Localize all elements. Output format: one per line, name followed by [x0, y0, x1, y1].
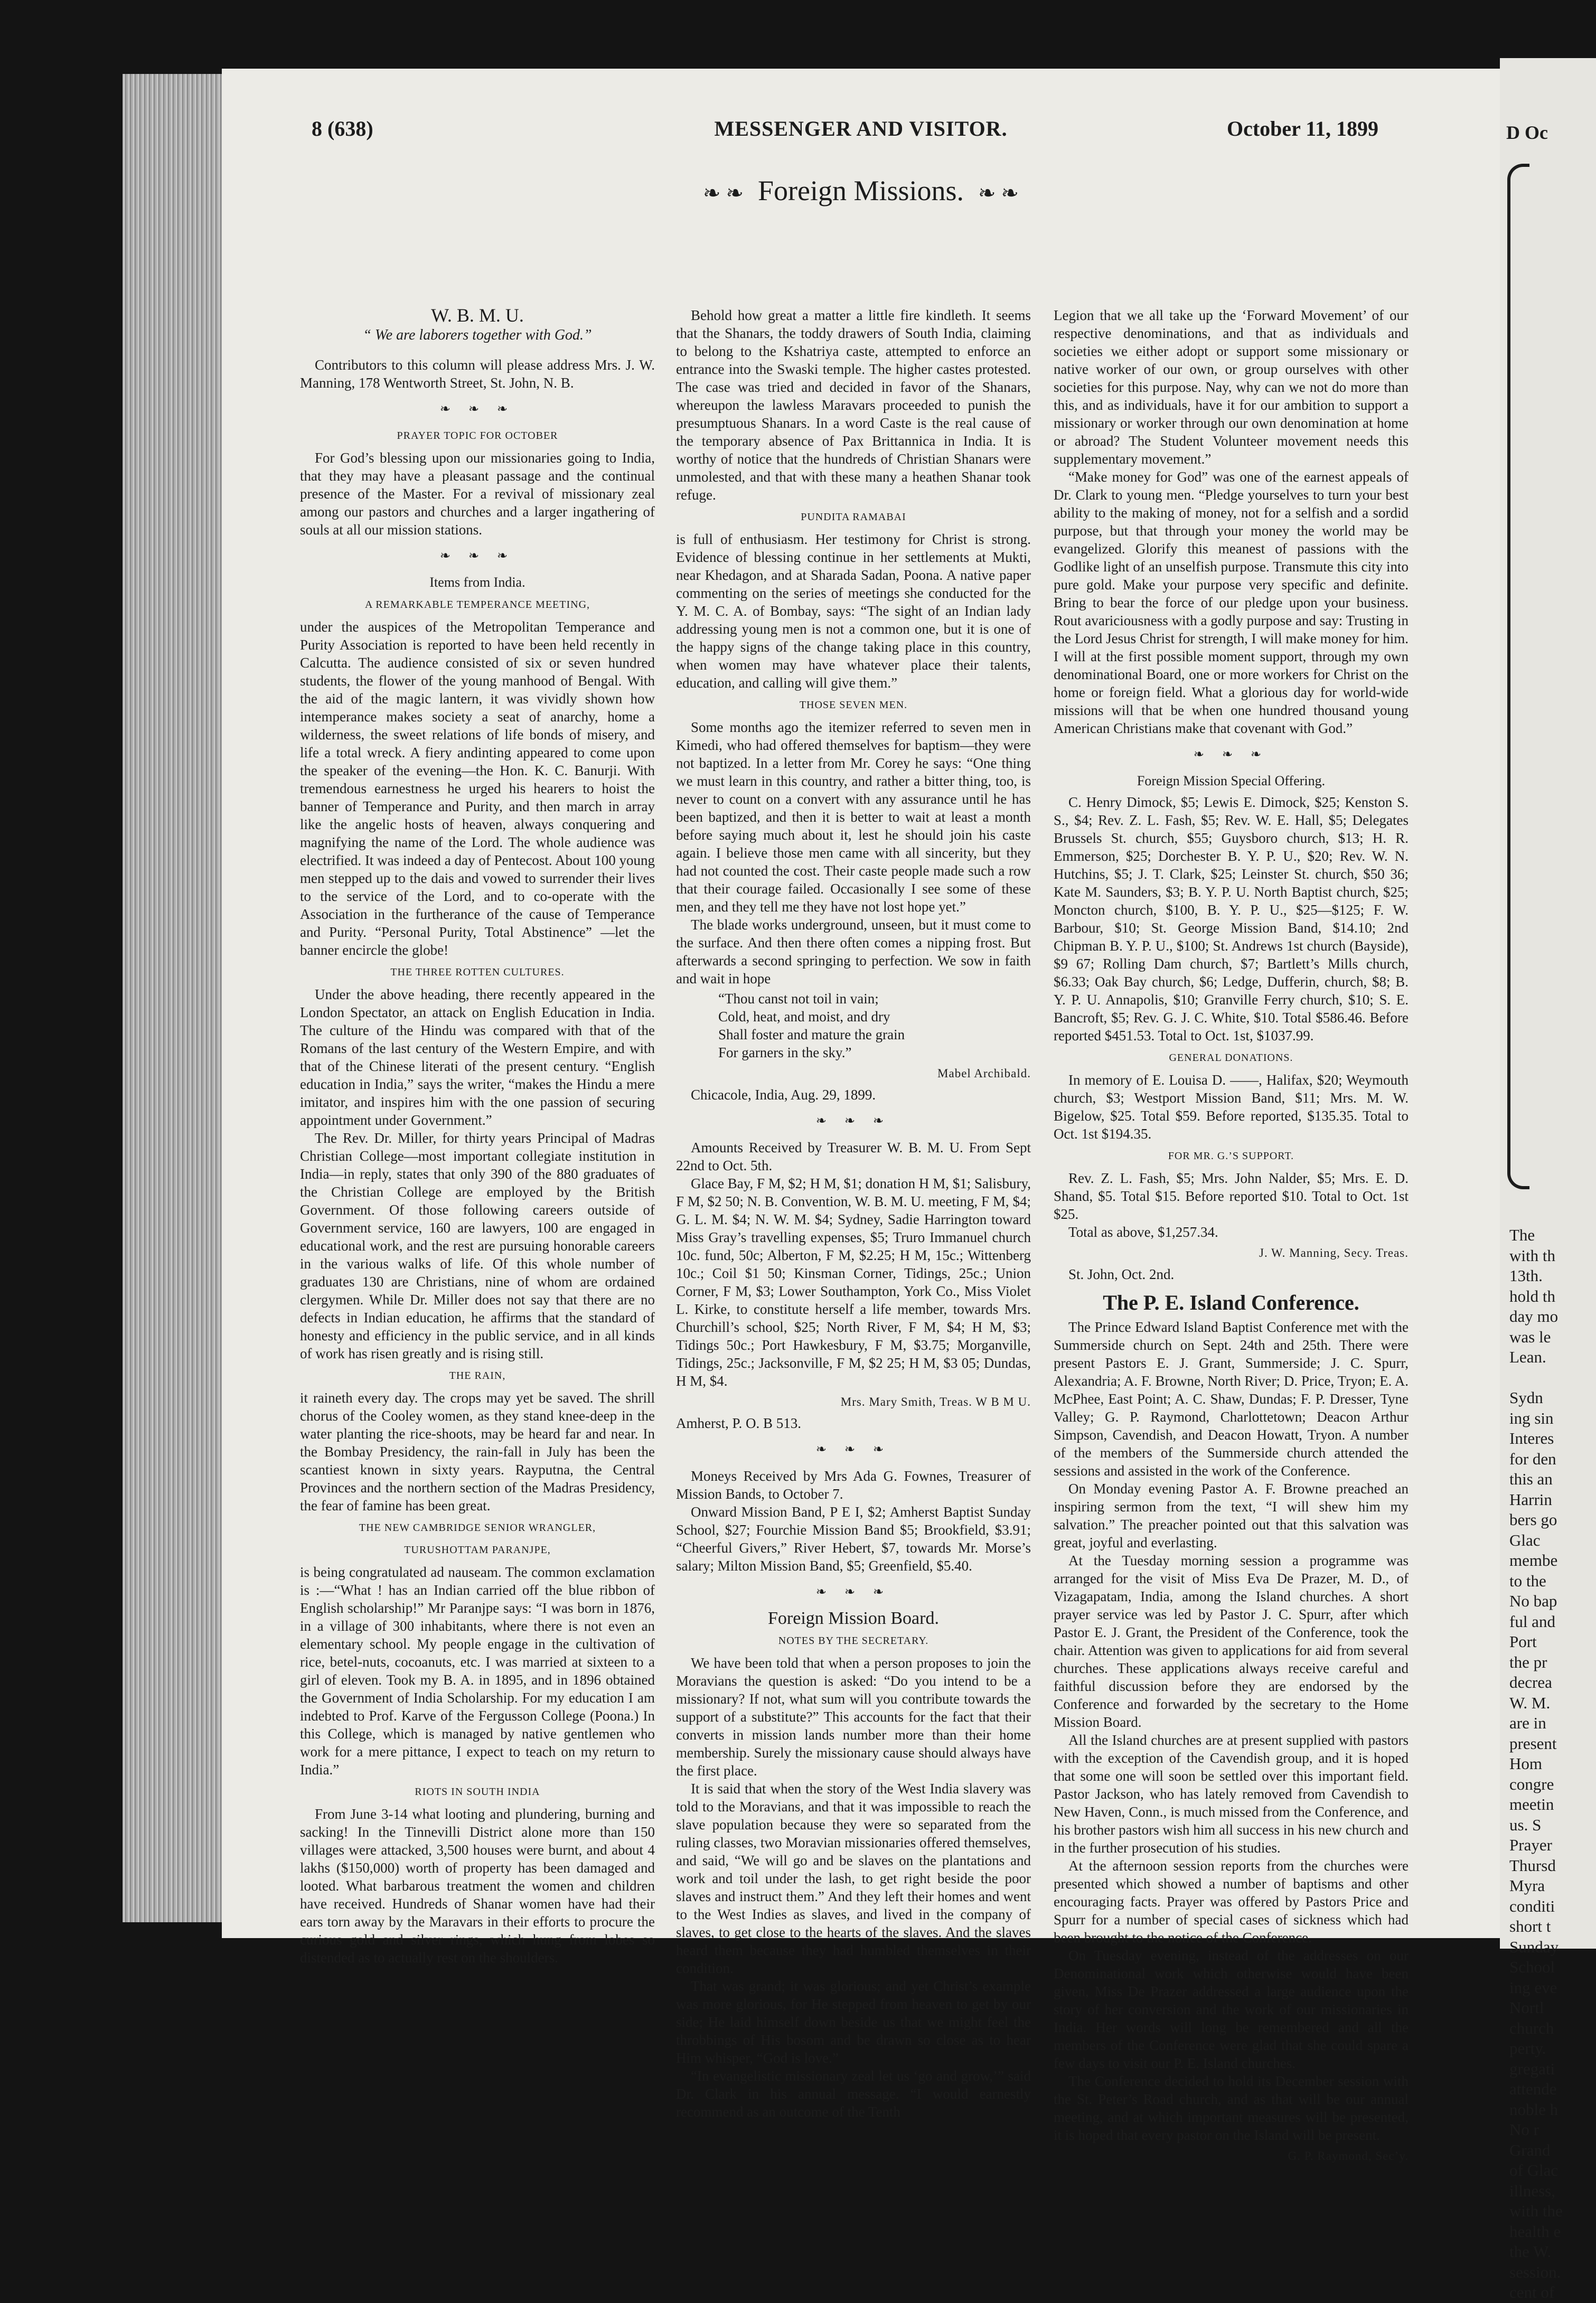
ornament-divider-icon: ❧ ❧ ❧: [815, 1114, 891, 1128]
section-title-text: Foreign Missions.: [757, 175, 964, 206]
pei-text-1: The Prince Edward Island Baptist Conference met with the Summerside church on Sept. 24th and 25th. There were present Pastors E. J. Grant, Summerside; J. C. Spurr, Alexandria; A. F. Browne, North River; D. Price, Tryon; E. A. McPhee, East Point; A. C. Shaw, Dundas; F. P. Dresser, Tyne Valley; G. P. Raymond, Charlottetown; Deacon Arthur Simpson, Cavendish, and Deacon Howatt, Tryon. A number of the members of the Summerside church attended the sessions and assisted in the work of the Conference.: [1054, 1319, 1409, 1479]
amounts-signature: Mrs. Mary Smith, Treas. W B M U.: [840, 1395, 1031, 1408]
page-header: [222, 116, 1500, 148]
amounts-place: Amherst, P. O. B 513.: [676, 1415, 802, 1431]
cultures-text-2: The Rev. Dr. Miller, for thirty years Principal of Madras Christian College—most important collegiate institution in India—in reply, states that only 390 of the 880 graduates of the Christian College are employed by the British Government. Of those following careers outside of Government service, 160 are lawyers, 100 are engaged in educational work, and the rest are pursuing honorable careers in the various walks of life. Of this whole number of graduates 130 are Christians, nine of whom are ordained clergymen. While Dr. Miller does not say that there are no defects in Indian education, he affirms that the standard of honesty and efficiency in the public service, and in all kinds of work has risen greatly and is rising still.: [300, 1130, 655, 1361]
seven-men-text-2: The blade works underground, unseen, but it must come to the surface. And then there often comes a nipping frost. But afterwards a second springing to perfection. We sow in faith and wait in hope: [676, 917, 1031, 986]
adjacent-page-line: perty.: [1509, 2039, 1546, 2057]
adjacent-page-line: Harrin: [1509, 1490, 1552, 1509]
decorative-border: [1507, 164, 1529, 1189]
adjacent-page-line: No r: [1509, 2120, 1539, 2139]
wbmu-motto: “ We are laborers together with God.”: [363, 327, 592, 343]
adjacent-page-line: to the: [1509, 1571, 1546, 1590]
board-subheading: NOTES BY THE SECRETARY.: [778, 1635, 929, 1647]
newspaper-page: [222, 69, 1500, 2163]
board-heading: Foreign Mission Board.: [768, 1609, 939, 1628]
adjacent-page-line: bers go: [1509, 1510, 1557, 1529]
adjacent-page-line: illness,: [1509, 2181, 1555, 2200]
cultures-heading: THE THREE ROTTEN CULTURES.: [390, 966, 565, 978]
ornament-divider-icon: ❧ ❧ ❧: [815, 1585, 891, 1599]
adjacent-page-line: present: [1509, 1734, 1557, 1753]
adjacent-page-line: Sunday: [1509, 1937, 1559, 1956]
board-text-2: It is said that when the story of the West India slavery was told to the Moravians, and that it was impossible to reach the slave population because they were so separated from the ruling classes, two Moravian missionaries offered themselves, and said, “We will go and be slaves on the plantations and work and toil under the lash, to get right beside the poor slaves and instruct them.” And they left their homes and went to the West Indies as slaves, and lived in the company of slaves, to get close to the hearts of the slaves. And the slaves heard them because they had humbled themselves in their condition.: [676, 1781, 1031, 1976]
special-offering-heading: Foreign Mission Special Offering.: [1137, 773, 1326, 788]
poem-line: Cold, heat, and moist, and dry: [718, 1009, 890, 1024]
pei-signature: G. P. Raymond, Sec’y.: [1288, 2149, 1409, 2163]
treasurer-place: St. John, Oct. 2nd.: [1068, 1266, 1175, 1282]
grant-support-heading: FOR MR. G.’S SUPPORT.: [1168, 1150, 1294, 1162]
poem-line: Shall foster and mature the grain: [718, 1027, 905, 1042]
adjacent-page-line: 13th.: [1509, 1266, 1543, 1285]
poem: [718, 990, 1031, 1061]
shanars-text: Behold how great a matter a little fire kindleth. It seems that the Shanars, the toddy drawers of South India, claiming to belong to the Kshatriya caste, attempted to enforce an entrance into the Swaski temple. The higher castes protested. The case was tried and decided in favor of the Shanars, whereupon the lawless Maravars proceeded to punish the presumptuous Shanars. In a word Caste is the real cause of the temporary absence of Pax Brittannica in India. It is worthy of notice that the hundreds of Christian Shanars were unmolested, and that with these many a heathen Shanar took refuge.: [676, 307, 1031, 503]
adjacent-page-line: ful and: [1509, 1612, 1555, 1631]
adjacent-page-line: was le: [1509, 1327, 1551, 1346]
adjacent-page-line: this an: [1509, 1470, 1553, 1488]
amounts-heading: Amounts Received by Treasurer W. B. M. U. From Sept 22nd to Oct. 5th.: [676, 1140, 1031, 1173]
pei-text-6: On Tuesday evening, instead of the addresses on our Denominational work which otherwise would have been given, Miss De Prazer addressed a large audience upon the story of her conversion and the work of our missionaries in India. Her words will long be remembered and all the members of the Conference were glad that she could spare a few days to visit our P. E. Island churches.: [1054, 1948, 1409, 2071]
rain-heading: THE RAIN,: [449, 1370, 506, 1381]
poem-line: For garners in the sky.”: [718, 1045, 852, 1060]
adjacent-page-line: of Glac: [1509, 2161, 1559, 2179]
adjacent-page-line: with th: [1509, 1246, 1555, 1265]
adjacent-page-line: Prayer: [1509, 1836, 1552, 1854]
adjacent-page-line: Glac: [1509, 1530, 1541, 1549]
moneys-text: Onward Mission Band, P E I, $2; Amherst Baptist Sunday School, $27; Fourchie Mission Band $5; Brookfield, $3.91; “Cheerful Givers,” River Hebert, $7, towards Mr. Morse’s salary; Milton Mission Band, $5; Greenfield, $5.40.: [676, 1504, 1031, 1574]
special-offering-text: C. Henry Dimock, $5; Lewis E. Dimock, $25; Kenston S. S., $4; Rev. Z. L. Fash, $5; Rev. W. E. Hall, $5; Delegates Brussels St. church, $55; Guysboro church, $13; H. R. Emmerson, $25; Dorchester B. Y. P. U., $20; Rev. W. N. Hutchins, $5; J. T. Clark, $25; Leinster St. church, $50 36; Kate M. Saunders, $3; B. Y. P. U. North Baptist church, $25; Moncton church, $100, B. Y. P. U., $25—$125; F. W. Barbour, $10; St. George Mission Band, $14.10; 2nd Chipman B. Y. P. U., $100; St. Andrews 1st church (Bayside), $9 67; Rolling Dam church, $7; Bartlett’s Mills church, $6.33; Oak Bay church, $6; Ledge, Dufferin, church, $8; B. Y. P. U. Annapolis, $10; Granville Ferry church, $10; S. E. Bancroft, $5; Rev. G. J. C. White, $10. Total $586.46. Before reported $451.53. Total to Oct. 1st, $1037.99.: [1054, 794, 1409, 1044]
adjacent-page-line: Port: [1509, 1632, 1537, 1651]
riots-text: From June 3-14 what looting and plundering, burning and sacking! In the Tinnevilli District alone more than 150 villages were attacked, 3,500 houses were burnt, and about 4 lakhs ($150,000) worth of property has been damaged and looted. What barbarous treatment the women and children have received. Hundreds of Shanar women have had their ears torn away by the Maravars in their efforts to procure the curious gold and silver rings, which hung from lobes so distended as to actually rest on the shoulders.: [300, 1806, 655, 1966]
adjacent-page-line: conditi: [1509, 1896, 1555, 1915]
ornament-divider-icon: ❧ ❧ ❧: [1193, 748, 1269, 762]
adjacent-page-line: congre: [1509, 1774, 1554, 1793]
ramabai-heading: PUNDITA RAMABAI: [801, 511, 906, 523]
pei-text-3: At the Tuesday morning session a programme was arranged for the visit of Miss Eva De Prazer, M. D., of Vizagapatam, India, among the Island churches. A short prayer service was led by Pastor J. C. Spurr, after which Pastor E. J. Grant, the President of the Conference, took the chair. Attention was given to applications for aid from several churches. These applications always receive careful and faithful discussion before they are endorsed by the Conference and forwarded by the secretary to the Home Mission Board.: [1054, 1553, 1409, 1730]
pei-text-7: The Conference decided to hold its December session with the St. Peter’s Road church, and as that will be our annual meeting, and at which important measures will be presented, it is hoped that every pastor on the Island will be present.: [1054, 2073, 1409, 2143]
pei-conference-heading: The P. E. Island Conference.: [1103, 1291, 1359, 1314]
treasurer-signature: J. W. Manning, Secy. Treas.: [1259, 1246, 1409, 1259]
adjacent-page-line: [1509, 1368, 1563, 1388]
amounts-text: Glace Bay, F M, $2; H M, $1; donation H M, $1; Salisbury, F M, $2 50; N. B. Convention, W. B. M. U. meeting, F M, $4; G. L. M. $4; N. W. M. $4; Sydney, Sadie Harrington toward Miss Gray’s travelling expenses, $5; Truro Immanuel church 10c. fund, 50c; Alberton, F M, $2.25; H M, 15c.; Wittenberg 10c.; Coil $1 50; Kinsman Corner, Tidings, 25c.; Union Corner, F M, $3; Lower Southampton, York Co., Miss Violet L. Kirke, to constitute herself a life member, towards Mrs. Churchill’s school, $25; North River, F M, $4; H M, $3; Tidings 50c.; Port Hawkesbury, F M, $3.75; Morganville, Tidings, 25c.; Jacksonville, F M, $2 25; H M, $3 05; Dundas, H M, $4.: [676, 1176, 1031, 1389]
adjacent-page-line: gregati: [1509, 2059, 1555, 2078]
temperance-text: under the auspices of the Metropolitan Temperance and Purity Association is reported to have been held recently in Calcutta. The audience consisted of six or seven hundred students, the flower of the young manhood of Bengal. With the aid of the magic lantern, it was vividly shown how intemperance makes society a seat of anarchy, home a wilderness, the sweet relations of life bonds of misery, and life a total wreck. A fiery andinting appeared to come upon the speaker of the evening—the Hon. K. C. Banurji. With tremendous earnestness he urged his hearers to hoist the banner of Temperance and Purity, and then march in array like the angelic hosts of heaven, always conquering and magnifying the name of the Lord. The whole audience was electrified. It was indeed a day of Pentecost. About 100 young men stepped up to the dais and vowed to surrender their lives to the service of the Lord, and to co-operate with the Association in the furtherance of the cause of Temperance and Purity. “Personal Purity, Total Abstinence” —let the banner encircle the globe!: [300, 619, 655, 958]
adjacent-page-line: meetin: [1509, 1795, 1554, 1813]
adjacent-page-line: ing sin: [1509, 1408, 1554, 1427]
page-number: 8 (638): [312, 117, 373, 140]
column-3: [1054, 306, 1409, 2168]
adjacent-page-line: decrea: [1509, 1673, 1552, 1691]
adjacent-page-line: church: [1509, 2018, 1554, 2037]
adjacent-page-line: Hom: [1509, 1754, 1542, 1773]
pei-text-4: All the Island churches are at present supplied with pastors with the exception of the Cavendish group, and it is hoped that some one will soon be settled over this important field. Pastor Jackson, who has lately removed from Cavendish to New Haven, Conn., is much missed from the Conference, and his brother pastors wish him all success in his new church and in the further prosecution of his studies.: [1054, 1732, 1409, 1856]
grant-support-text: Rev. Z. L. Fash, $5; Mrs. John Nalder, $5; Mrs. E. D. Shand, $5. Total $15. Before reported $10. Total to Oct. 1st $25.: [1054, 1170, 1409, 1222]
adjacent-page-line: Nortl: [1509, 1998, 1544, 2017]
seven-men-text-1: Some months ago the itemizer referred to seven men in Kimedi, who had offered themselves for baptism—they were not baptized. In a letter from Mr. Corey he says: “One thing we must learn in this country, and rather a bitter thing, too, is never to count on a convert with any assurance until he has been baptized, and then it is better to wait at least a month before saying much about it, lest he should join his caste again. I believe those men came with all sincerity, but they had not counted the cost. Their caste people made such a row that their courage failed. Occasionally I see some of these men, and they tell me they have not lost hope yet.”: [676, 719, 1031, 915]
adjacent-page-line: Myra: [1509, 1876, 1545, 1895]
riots-heading: RIOTS IN SOUTH INDIA: [415, 1786, 540, 1798]
ornament-divider-icon: ❧ ❧ ❧: [439, 402, 515, 416]
section-title: [222, 174, 1500, 207]
ramabai-text: is full of enthusiasm. Her testimony for Christ is strong. Evidence of blessing continue in her settlements at Mukti, near Khedagon, and at Sharada Sadan, Poona. A native paper commenting on the series of meetings she conducted for the Y. M. C. A. of Bombay, says: “The sight of an Indian lady addressing young men is not a common one, but it is one of the happy signs of the change taking place in this country, when women may have whatever place their talents, education, and calling will give them.”: [676, 531, 1031, 691]
adjacent-page-line: School: [1509, 1958, 1555, 1976]
adjacent-page-line: us. S: [1509, 1815, 1542, 1834]
adjacent-page-line: Interes: [1509, 1429, 1554, 1447]
adjacent-page-line: Sydn: [1509, 1388, 1543, 1407]
wrangler-text: is being congratulated ad nauseam. The common exclamation is :—“What ! has an Indian carried off the blue ribbon of English scholarship!” Mr Paranjpe says: “I was born in 1876, in a village of 300 inhabitants, where there is not even an elementary school. My people engage in the cultivation of rice, betel-nuts, cocoanuts, etc. I was married at sixteen to a girl of eleven. Took my B. A. in 1895, and in 1896 obtained the Government of India Scholarship. For my education I am indebted to Prof. Karve of the Fergusson College (Poona.) In this College, which is managed by native gentlemen who work for a mere pittance, I expect to teach on my return to India.”: [300, 1564, 655, 1778]
adjacent-page-line: cent of: [1509, 2283, 1555, 2301]
adjacent-page-line: No bap: [1509, 1592, 1557, 1610]
adjacent-page-line: Grand: [1509, 2140, 1551, 2159]
general-donations-heading: GENERAL DONATIONS.: [1169, 1052, 1293, 1064]
adjacent-page-line: the pr: [1509, 1652, 1547, 1671]
poem-signature: Mabel Archibald.: [937, 1067, 1031, 1080]
adjacent-page-text: [1509, 1225, 1563, 2303]
clark-text-2: “Make money for God” was one of the earnest appeals of Dr. Clark to young men. “Pledge yourselves to turn your best ability to the making of money, not for a selfish and a sordid purpose, but that through your money the world may be evangelized. Glorify this meanest of passions with the Godlike light of an unselfish purpose. Transmute this city into pure gold. Make your purpose very specific and definite. Bring to bear the force of our pledge upon your business. Rout avariciousness with a godly purpose and say: Trusting in the Lord Jesus Christ for strength, I will make money for him. I will at the first possible moment support, through my own denominational Board, one or more workers for Christ on the home or foreign field. What a glorious day for world-wide missions will that be when one hundred thousand young American Christians make that covenant with God.”: [1054, 469, 1409, 736]
adjacent-page-line: Thursd: [1509, 1856, 1556, 1875]
adjacent-page-line: are in: [1509, 1714, 1546, 1732]
poem-line: “Thou canst not toil in vain;: [718, 991, 879, 1007]
wbmu-heading: W. B. M. U.: [431, 305, 524, 326]
place-date: Chicacole, India, Aug. 29, 1899.: [691, 1087, 876, 1103]
adjacent-page-line: short t: [1509, 1917, 1551, 1935]
ornament-divider-icon: ❧ ❧ ❧: [815, 1443, 891, 1456]
adjacent-page-line: with the: [1509, 2202, 1563, 2220]
wrangler-name: TURUSHOTTAM PARANJPE,: [404, 1544, 551, 1556]
adjacent-page-line: The: [1509, 1226, 1535, 1244]
prayer-heading: PRAYER TOPIC FOR OCTOBER: [397, 430, 558, 441]
adjacent-page-line: the W.: [1509, 2242, 1552, 2261]
temperance-heading: A REMARKABLE TEMPERANCE MEETING,: [364, 599, 590, 610]
general-donations-text: In memory of E. Louisa D. ——, Halifax, $20; Weymouth church, $3; Westport Mission Band, $11; Mrs. M. W. Bigelow, $25. Total $59. Before reported, $135.35. Total to Oct. 1st $194.35.: [1054, 1072, 1409, 1142]
adjacent-page-line: for den: [1509, 1449, 1556, 1468]
adjacent-page-line: session.: [1509, 2262, 1561, 2281]
adjacent-page-header: D Oc: [1506, 122, 1548, 143]
total-line: Total as above, $1,257.34.: [1068, 1224, 1218, 1240]
adjacent-page-line: hold th: [1509, 1286, 1555, 1305]
wbmu-intro: Contributors to this column will please address Mrs. J. W. Manning, 178 Wentworth Street, St. John, N. B.: [300, 357, 655, 391]
prayer-text: For God’s blessing upon our missionaries going to India, that they may have a pleasant passage and the continual presence of the Master. For a revival of missionary zeal among our pastors and churches and a larger ingathering of souls at all our mission stations.: [300, 450, 655, 538]
clark-text-1: Legion that we all take up the ‘Forward Movement’ of our respective denominations, and that as individuals and societies we either adopt or support some missionary or native worker of our own, or group ourselves with other societies for this purpose. Nay, why can we not do more than this, and as individuals, have it for our ambition to support a missionary or worker through our own denomination at home or abroad? The Student Volunteer movement needs this supplementary movement.”: [1054, 307, 1409, 467]
rain-text: it raineth every day. The crops may yet be saved. The shrill chorus of the Cooley women, as they stand knee-deep in the water planting the rice-shoots, may be heard far and near. In the Bombay Presidency, the rain-fall in July has been the scantiest known in sixty years. Rayputna, the Central Provinces and the northern section of the Madras Presidency, the fear of famine has been great.: [300, 1390, 655, 1514]
adjacent-page-line: noble h: [1509, 2100, 1559, 2119]
ornament-divider-icon: ❧ ❧ ❧: [439, 549, 515, 563]
adjacent-page-line: day mo: [1509, 1307, 1559, 1326]
leaf-ornament-icon: ❧ ❧: [978, 181, 1019, 205]
column-2: [676, 306, 1031, 2121]
moneys-heading: Moneys Received by Mrs Ada G. Fownes, Treasurer of Mission Bands, to October 7.: [676, 1468, 1031, 1502]
masthead: MESSENGER AND VISITOR.: [714, 117, 1008, 140]
adjacent-page-line: health e: [1509, 2222, 1561, 2241]
board-text-1: We have been told that when a person proposes to join the Moravians the question is asked: “Do you intend to be a missionary? If not, what sum will you contribute towards the support of a substitute?” This accounts for the fact that their converts in mission lands number more than their home membership. Surely the missionary cause should always have the first place.: [676, 1655, 1031, 1779]
adjacent-page-line: ing eve: [1509, 1978, 1557, 1997]
cultures-text-1: Under the above heading, there recently appeared in the London Spectator, an attack on English Education in India. The culture of the Hindu was compared with that of the Romans of the last century of the Western Empire, and with that of the Chinese literati of the present century. “English education in India,” says the writer, “makes the Hindu a mere imitator, and inspires him with the one passion of securing appointment under Government.”: [300, 986, 655, 1128]
adjacent-page-line: W. M.: [1509, 1693, 1551, 1712]
board-text-3: That was grand; it was glorious; and yet Christ’s example was more glorious, for He stepped from heaven to get by our side; He laid himself down beside us that we might feel the throbbings of His bosom and be drawn so close as to hear Him whisper, “God is love.”: [676, 1978, 1031, 2066]
wrangler-heading: THE NEW CAMBRIDGE SENIOR WRANGLER,: [359, 1522, 596, 1534]
adjacent-page-fragment: [1500, 58, 1596, 2301]
seven-men-heading: THOSE SEVEN MEN.: [799, 699, 908, 711]
items-heading: Items from India.: [429, 575, 525, 590]
pei-text-2: On Monday evening Pastor A. F. Browne preached an inspiring sermon from the text, “I will shew him my salvation.” The preacher pointed out that this salvation was great, joyful and everlasting.: [1054, 1481, 1409, 1550]
leaf-ornament-icon: ❧ ❧: [702, 181, 744, 205]
pei-text-5: At the afternoon session reports from the churches were presented which showed a number of baptisms and other encouraging facts. Prayer was offered by Pastors Price and Spurr for a number of special cases of sickness which had been brought to the notice of the Conference.: [1054, 1858, 1409, 1945]
issue-date: October 11, 1899: [1226, 117, 1378, 140]
adjacent-page-line: Lean.: [1509, 1348, 1546, 1366]
adjacent-page-line: membe: [1509, 1551, 1558, 1569]
column-1: [300, 306, 655, 1967]
board-text-4: “In evangelistic missionary zeal let us ‘go and grow,’” said Dr. Clark in his annual message. “I would earnestly recommend as an outcome of the Tenth: [676, 2068, 1031, 2120]
adjacent-page-line: attende: [1509, 2080, 1557, 2098]
